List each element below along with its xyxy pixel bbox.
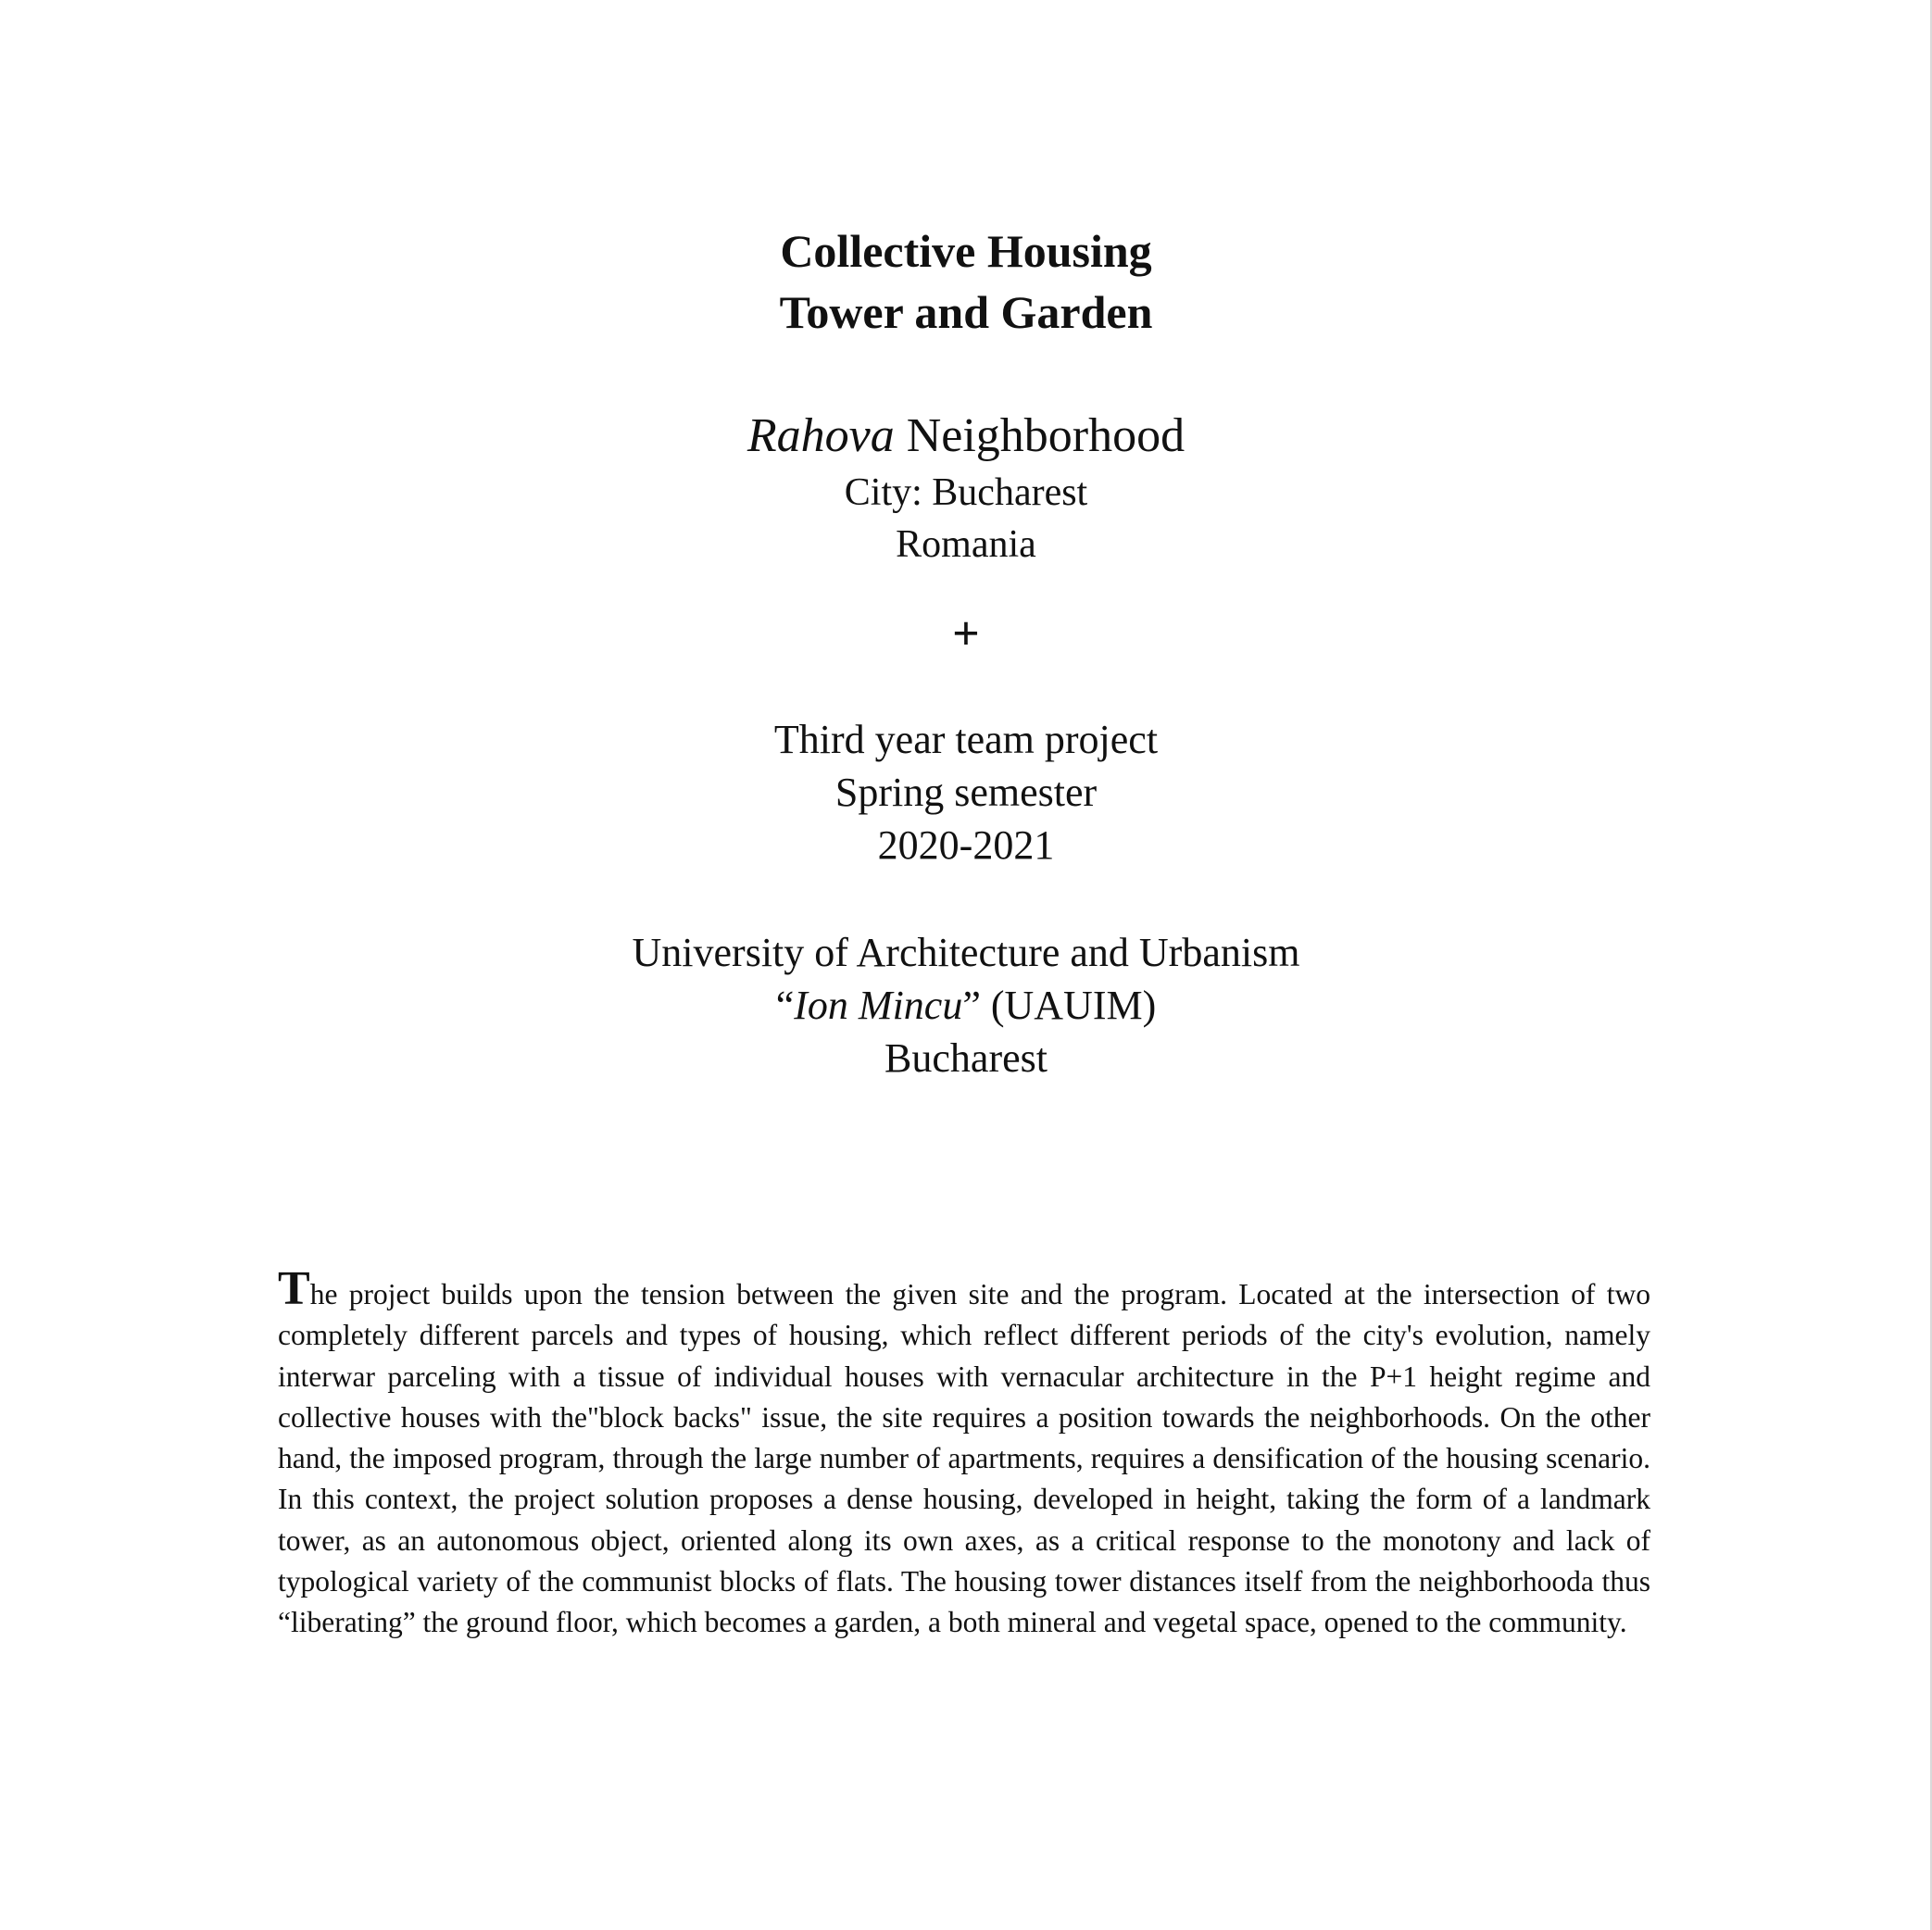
abstract-initial: T: [278, 1262, 310, 1315]
abstract-text: he project builds upon the tension between the given site and the program. Located at the intersection of two completely different parcels and types of housing, which reflect different periods of the city's evolution, namely interwar parceling with a tissue of individual houses with vernacular architecture in the P+1 height regime and collective houses with the"block backs" issue, the site requires a position towards the neighborhoods. On the other hand, the imposed program, through the large number of apartments, requires a densification of the housing scenario. In this context, the project solution proposes a dense housing, developed in height, taking the form of a landmark tower, as an autonomous object, oriented along its own axes, as a critical response to the monotony and lack of typological variety of the communist blocks of flats. The housing tower distances itself from the neighborhooda thus “liberating” the ground floor, which becomes a garden, a both mineral and vegetal space, opened to the community.: [278, 1278, 1650, 1639]
university-block: [0, 926, 1932, 1084]
university-city: Bucharest: [884, 1035, 1048, 1081]
course-line-1: Third year team project: [773, 717, 1159, 762]
country-line: Romania: [896, 523, 1036, 566]
university-acronym: ” (UAUIM): [962, 983, 1157, 1028]
neighborhood-suffix: Neighborhood: [894, 409, 1186, 462]
abstract-paragraph: [278, 1262, 1650, 1644]
university-name-line: [0, 979, 1932, 1032]
course-line-2: Spring semester: [834, 770, 1098, 815]
neighborhood-name: Rahova: [746, 409, 895, 462]
university-line-1: University of Architecture and Urbanism: [632, 930, 1300, 975]
title-line-1: Collective Housing: [780, 225, 1152, 277]
city-line: City: Bucharest: [844, 471, 1088, 514]
location-block: [0, 406, 1932, 570]
project-title: [0, 220, 1932, 343]
neighborhood-line: [0, 406, 1932, 467]
course-block: [0, 713, 1932, 871]
title-line-2: Tower and Garden: [779, 286, 1153, 338]
open-quote: “: [775, 983, 795, 1028]
university-name: Ion Mincu: [794, 983, 963, 1028]
plus-separator: +: [952, 608, 980, 660]
course-line-3: 2020-2021: [877, 822, 1055, 868]
